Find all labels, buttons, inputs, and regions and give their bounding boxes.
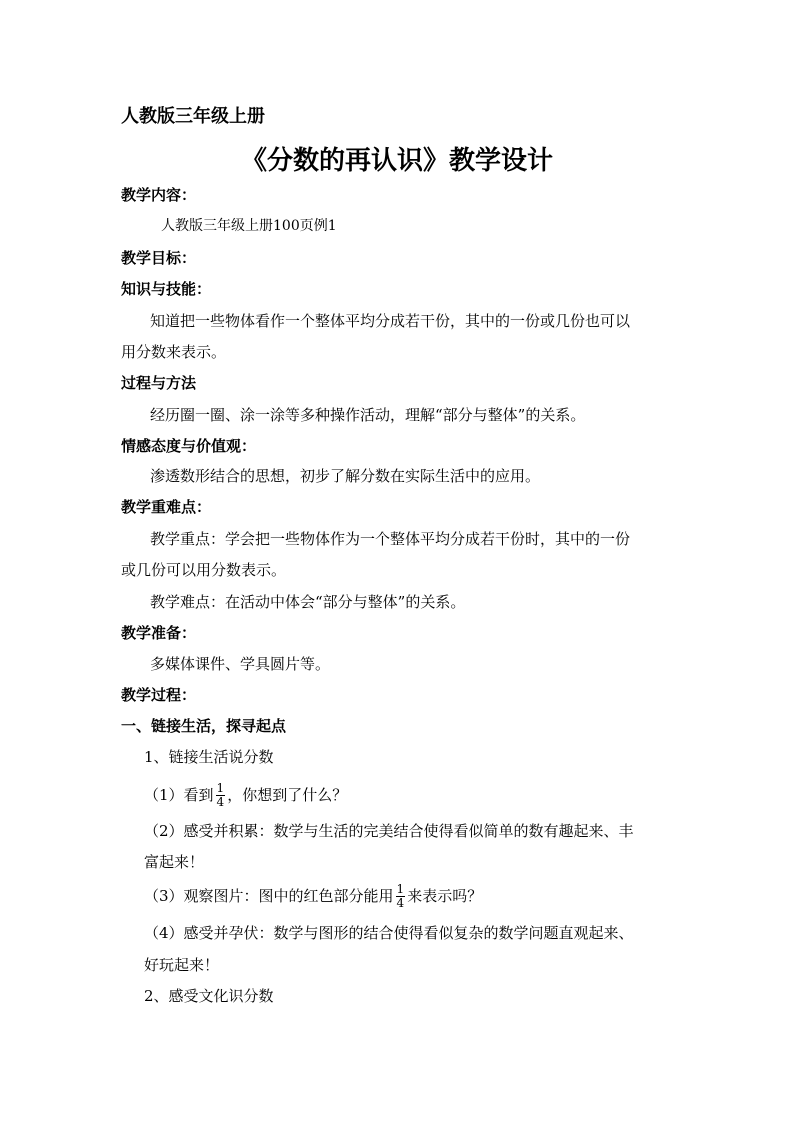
preparation-heading: 教学准备： [121,624,197,642]
item2-line2: 富起来！ [144,853,205,871]
knowledge-heading: 知识与技能： [121,280,212,298]
sub1-heading: 1、链接生活说分数 [144,748,274,766]
content-text: 人教版三年级上册100页例1 [161,218,337,234]
fraction-one-quarter-2 [396,883,406,910]
item1-pre: （1）看到 [144,786,214,804]
grade-label: 人教版三年级上册 [121,106,265,127]
key-point-line2: 或几份可以用分数表示。 [121,561,287,579]
key-points-heading: 教学重难点： [121,498,212,516]
item3 [144,879,482,913]
item4-line2: 好玩起来！ [144,956,220,974]
key-point-line1: 教学重点：学会把一些物体作为一个整体平均分成若干份时，其中的一份 [150,530,631,548]
item3-pre: （3）观察图片：图中的红色部分能用 [144,887,394,905]
item3-post: 来表示吗？ [407,887,483,905]
process-method-text: 经历圈一圈、涂一涂等多种操作活动，理解“部分与整体”的关系。 [150,406,586,424]
objectives-heading: 教学目标： [121,249,197,267]
fraction-one-quarter [216,782,226,809]
item1-post: ，你想到了什么？ [227,786,348,804]
item4-line1: （4）感受并孕伏：数学与图形的结合使得看似复杂的数学问题直观起来、 [144,924,634,942]
difficulty-text: 教学难点：在活动中体会“部分与整体”的关系。 [150,593,466,611]
emotion-heading: 情感态度与价值观： [121,437,257,455]
process-method-heading: 过程与方法 [121,374,197,392]
item2-line1: （2）感受并积累：数学与生活的完美结合使得看似简单的数有趣起来、丰 [144,822,634,840]
content-heading: 教学内容： [121,186,197,204]
page-title: 《分数的再认识》教学设计 [240,146,553,176]
process-heading: 教学过程： [121,686,197,704]
knowledge-text-line1: 知道把一些物体看作一个整体平均分成若干份，其中的一份或几份也可以 [150,312,631,330]
knowledge-text-line2: 用分数来表示。 [121,343,227,361]
emotion-text: 渗透数形结合的思想，初步了解分数在实际生活中的应用。 [150,467,541,485]
item1 [144,778,347,812]
preparation-text: 多媒体课件、学具圆片等。 [150,655,331,673]
fraction-denominator: 4 [396,895,405,910]
fraction-numerator: 1 [396,881,405,896]
sub2-heading: 2、感受文化识分数 [144,987,274,1005]
section1-heading: 一、链接生活，探寻起点 [121,717,287,735]
fraction-denominator: 4 [216,794,225,809]
fraction-numerator: 1 [216,780,225,795]
